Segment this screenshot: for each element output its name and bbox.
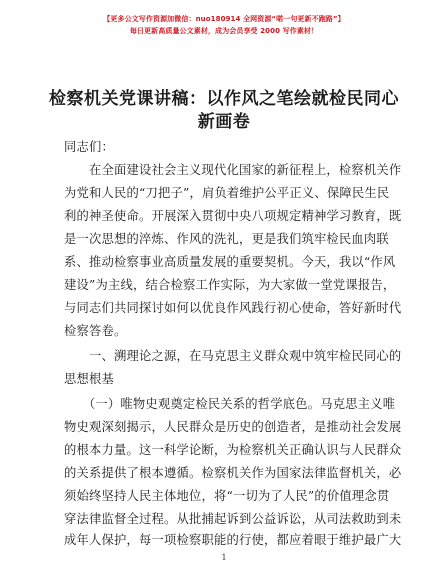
section-heading-line: 思想根基: [64, 372, 114, 386]
promo-banner-line-2: 每日更新高质量公文素材，成为会员享受 2000 写作素材！: [129, 27, 319, 35]
body-line: 在全面建设社会主义现代化国家的新征程上，检察机关作: [64, 163, 402, 177]
body-line: 成年人保护，每一项检察职能的行使，都应着眼于维护最广大: [64, 533, 402, 547]
body-line: 须始终坚持人民主体地位，将“一切为了人民”的价值理念贯: [64, 489, 390, 503]
body-line: 利的神圣使命。开展深入贯彻中央八项规定精神学习教育，既: [64, 209, 402, 223]
body-line: 为党和人民的“刀把子”，肩负着维护公平正义、保障民生民: [64, 186, 390, 200]
body-line: 的关系提供了根本遵循。检察机关作为国家法律监督机关，必: [64, 466, 402, 480]
body-line: 系、推动检察事业高质量发展的重要契机。今天，我以“作风: [64, 255, 396, 269]
document-title-line-1: 检察机关党课讲稿：以作风之笔绘就检民同心: [49, 89, 399, 109]
promo-banner-line-1: 【更多公文写作资源加微信：nuo180914 全网资源“喏一句更新不跑路”】: [103, 15, 345, 23]
body-line: 检察答卷。: [64, 324, 127, 338]
body-line: 物史观深刻揭示，人民群众是历史的创造者，是推动社会发展: [64, 420, 402, 434]
body-line: 建设”为主线，结合检察工作实际，为大家做一堂党课报告，: [64, 278, 396, 292]
body-line: 是一次思想的淬炼、作风的洗礼，更是我们筑牢检民血肉联: [64, 232, 389, 246]
page-number: 1: [221, 553, 227, 562]
body-line: 与同志们共同探讨如何以优良作风践行初心使命，答好新时代: [64, 301, 402, 315]
salutation: 同志们：: [64, 140, 114, 154]
subsection-heading-line: （一）唯物史观奠定检民关系的哲学底色。马克思主义唯: [64, 397, 396, 411]
section-heading-line: 一、溯理论之源，在马克思主义群众观中筑牢检民同心的: [64, 349, 402, 363]
body-line: 的根本力量。这一科学论断，为检察机关正确认识与人民群众: [64, 443, 402, 457]
body-line: 穿法律监督全过程。从批捕起诉到公益诉讼，从司法救助到未: [64, 512, 402, 526]
document-title-line-2: 新画卷: [197, 112, 251, 132]
